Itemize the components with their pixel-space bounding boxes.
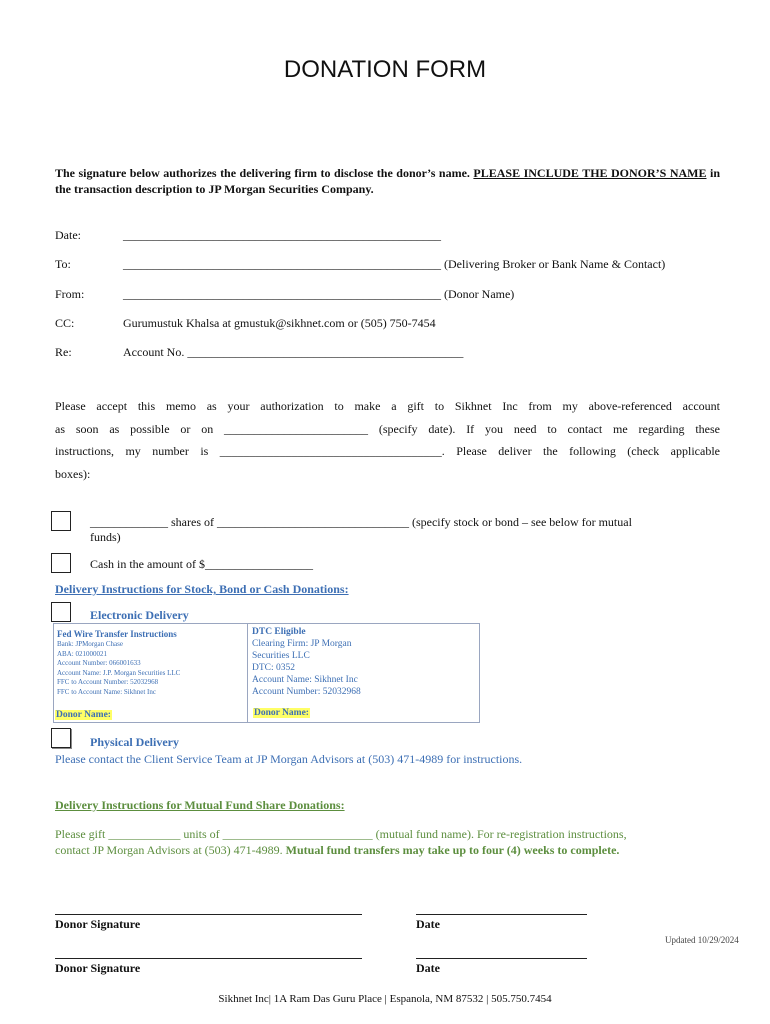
donor-signature-label-2: Donor Signature: [55, 961, 141, 975]
date-line-1[interactable]: [416, 914, 587, 915]
date-field[interactable]: _____________________________________________________: [123, 228, 441, 242]
date-label-1: Date: [416, 917, 440, 931]
fed-wire-title: Fed Wire Transfer Instructions: [57, 629, 177, 639]
mutual-line-1[interactable]: Please gift ____________ units of _________________________ (mutual fund name). For re-registration instructions,: [55, 827, 627, 841]
wire-instructions-box: [53, 623, 480, 723]
dtc-line: DTC: 0352: [252, 663, 296, 673]
mutual-line-2-plain: contact JP Morgan Advisors at (503) 471-4989.: [55, 843, 283, 857]
shares-checkbox[interactable]: [51, 511, 71, 531]
memo-line-3[interactable]: instructions, my number is _____________________________________. Please deliver the following (check applicable: [55, 444, 720, 458]
fed-line: FFC to Account Number: 52032968: [57, 678, 159, 686]
cash-option[interactable]: Cash in the amount of $__________________: [90, 557, 313, 571]
intro-main: The signature below authorizes the delivering firm to disclose the donor’s name.: [55, 166, 470, 180]
box-divider: [247, 624, 248, 722]
electronic-delivery-checkbox[interactable]: [51, 602, 71, 622]
shares-line-2: funds): [90, 530, 121, 544]
from-label: From:: [55, 287, 85, 301]
mutual-fund-text: [55, 826, 725, 858]
physical-delivery-label: Physical Delivery: [90, 735, 179, 749]
shares-line-1[interactable]: _____________ shares of ________________________________ (specify stock or bond – see below for mutual: [90, 515, 632, 529]
physical-delivery-checkbox[interactable]: [51, 728, 71, 748]
page-title: DONATION FORM: [283, 56, 487, 83]
fed-line: Bank: JPMorgan Chase: [57, 640, 123, 648]
donor-name-field-fed[interactable]: Donor Name:: [56, 710, 111, 720]
donor-name-field-dtc[interactable]: Donor Name:: [254, 708, 309, 718]
fed-line: Account Number: 066001633: [57, 659, 141, 667]
donor-signature-line-1[interactable]: [55, 914, 362, 915]
mutual-line-2-bold: Mutual fund transfers may take up to four (4) weeks to complete.: [285, 843, 620, 857]
date-label: Date:: [55, 228, 81, 242]
memo-line-1: Please accept this memo as your authorization to make a gift to Sikhnet Inc from my above-referenced account: [55, 399, 720, 413]
updated-date: Updated 10/29/2024: [665, 935, 739, 945]
memo-line-2[interactable]: as soon as possible or on ________________________ (specify date). If you need to contact me regarding these: [55, 421, 720, 436]
delivery-heading: Delivery Instructions for Stock, Bond or Cash Donations:: [55, 582, 349, 596]
to-label: To:: [55, 257, 71, 271]
dtc-line: Securities LLC: [252, 651, 310, 661]
footer-address: Sikhnet Inc| 1A Ram Das Guru Place | Espanola, NM 87532 | 505.750.7454: [218, 993, 552, 1005]
mutual-fund-heading: Delivery Instructions for Mutual Fund Share Donations:: [55, 798, 345, 812]
electronic-delivery-label: Electronic Delivery: [90, 608, 189, 622]
dtc-line: Clearing Firm: JP Morgan: [252, 639, 352, 649]
memo-paragraph: [55, 395, 720, 485]
account-number-field[interactable]: Account No. ______________________________________________: [123, 345, 464, 359]
intro-text: [55, 165, 720, 197]
dtc-line: Account Name: Sikhnet Inc: [252, 675, 358, 685]
shares-option: [90, 515, 730, 545]
cc-value: Gurumustuk Khalsa at gmustuk@sikhnet.com or (505) 750-7454: [123, 316, 436, 330]
date-label-2: Date: [416, 961, 440, 975]
intro-tail: in the transaction description to JP Morgan Securities Company.: [55, 166, 721, 196]
cc-label: CC:: [55, 316, 75, 330]
donor-signature-label-1: Donor Signature: [55, 917, 141, 931]
fed-wire-section: [57, 628, 243, 697]
dtc-section: [252, 626, 472, 698]
intro-underlined: PLEASE INCLUDE THE DONOR’S NAME: [473, 166, 707, 180]
donor-signature-line-2[interactable]: [55, 958, 362, 959]
to-field[interactable]: _____________________________________________________ (Delivering Broker or Bank Name & Contact): [123, 257, 666, 271]
from-field[interactable]: _____________________________________________________ (Donor Name): [123, 287, 515, 301]
cash-checkbox[interactable]: [51, 553, 71, 573]
dtc-title: DTC Eligible: [252, 627, 306, 637]
physical-delivery-text: Please contact the Client Service Team at JP Morgan Advisors at (503) 471-4989 for instructions.: [55, 752, 523, 766]
memo-line-4: boxes):: [55, 466, 91, 481]
fed-line: FFC to Account Name: Sikhnet Inc: [57, 687, 156, 696]
date-line-2[interactable]: [416, 958, 587, 959]
dtc-line: Account Number: 52032968: [252, 687, 361, 697]
mutual-line-2: [55, 842, 725, 858]
re-label: Re:: [55, 345, 72, 359]
fed-line: ABA: 021000021: [57, 649, 107, 658]
fed-line: Account Name: J.P. Morgan Securities LLC: [57, 668, 181, 677]
